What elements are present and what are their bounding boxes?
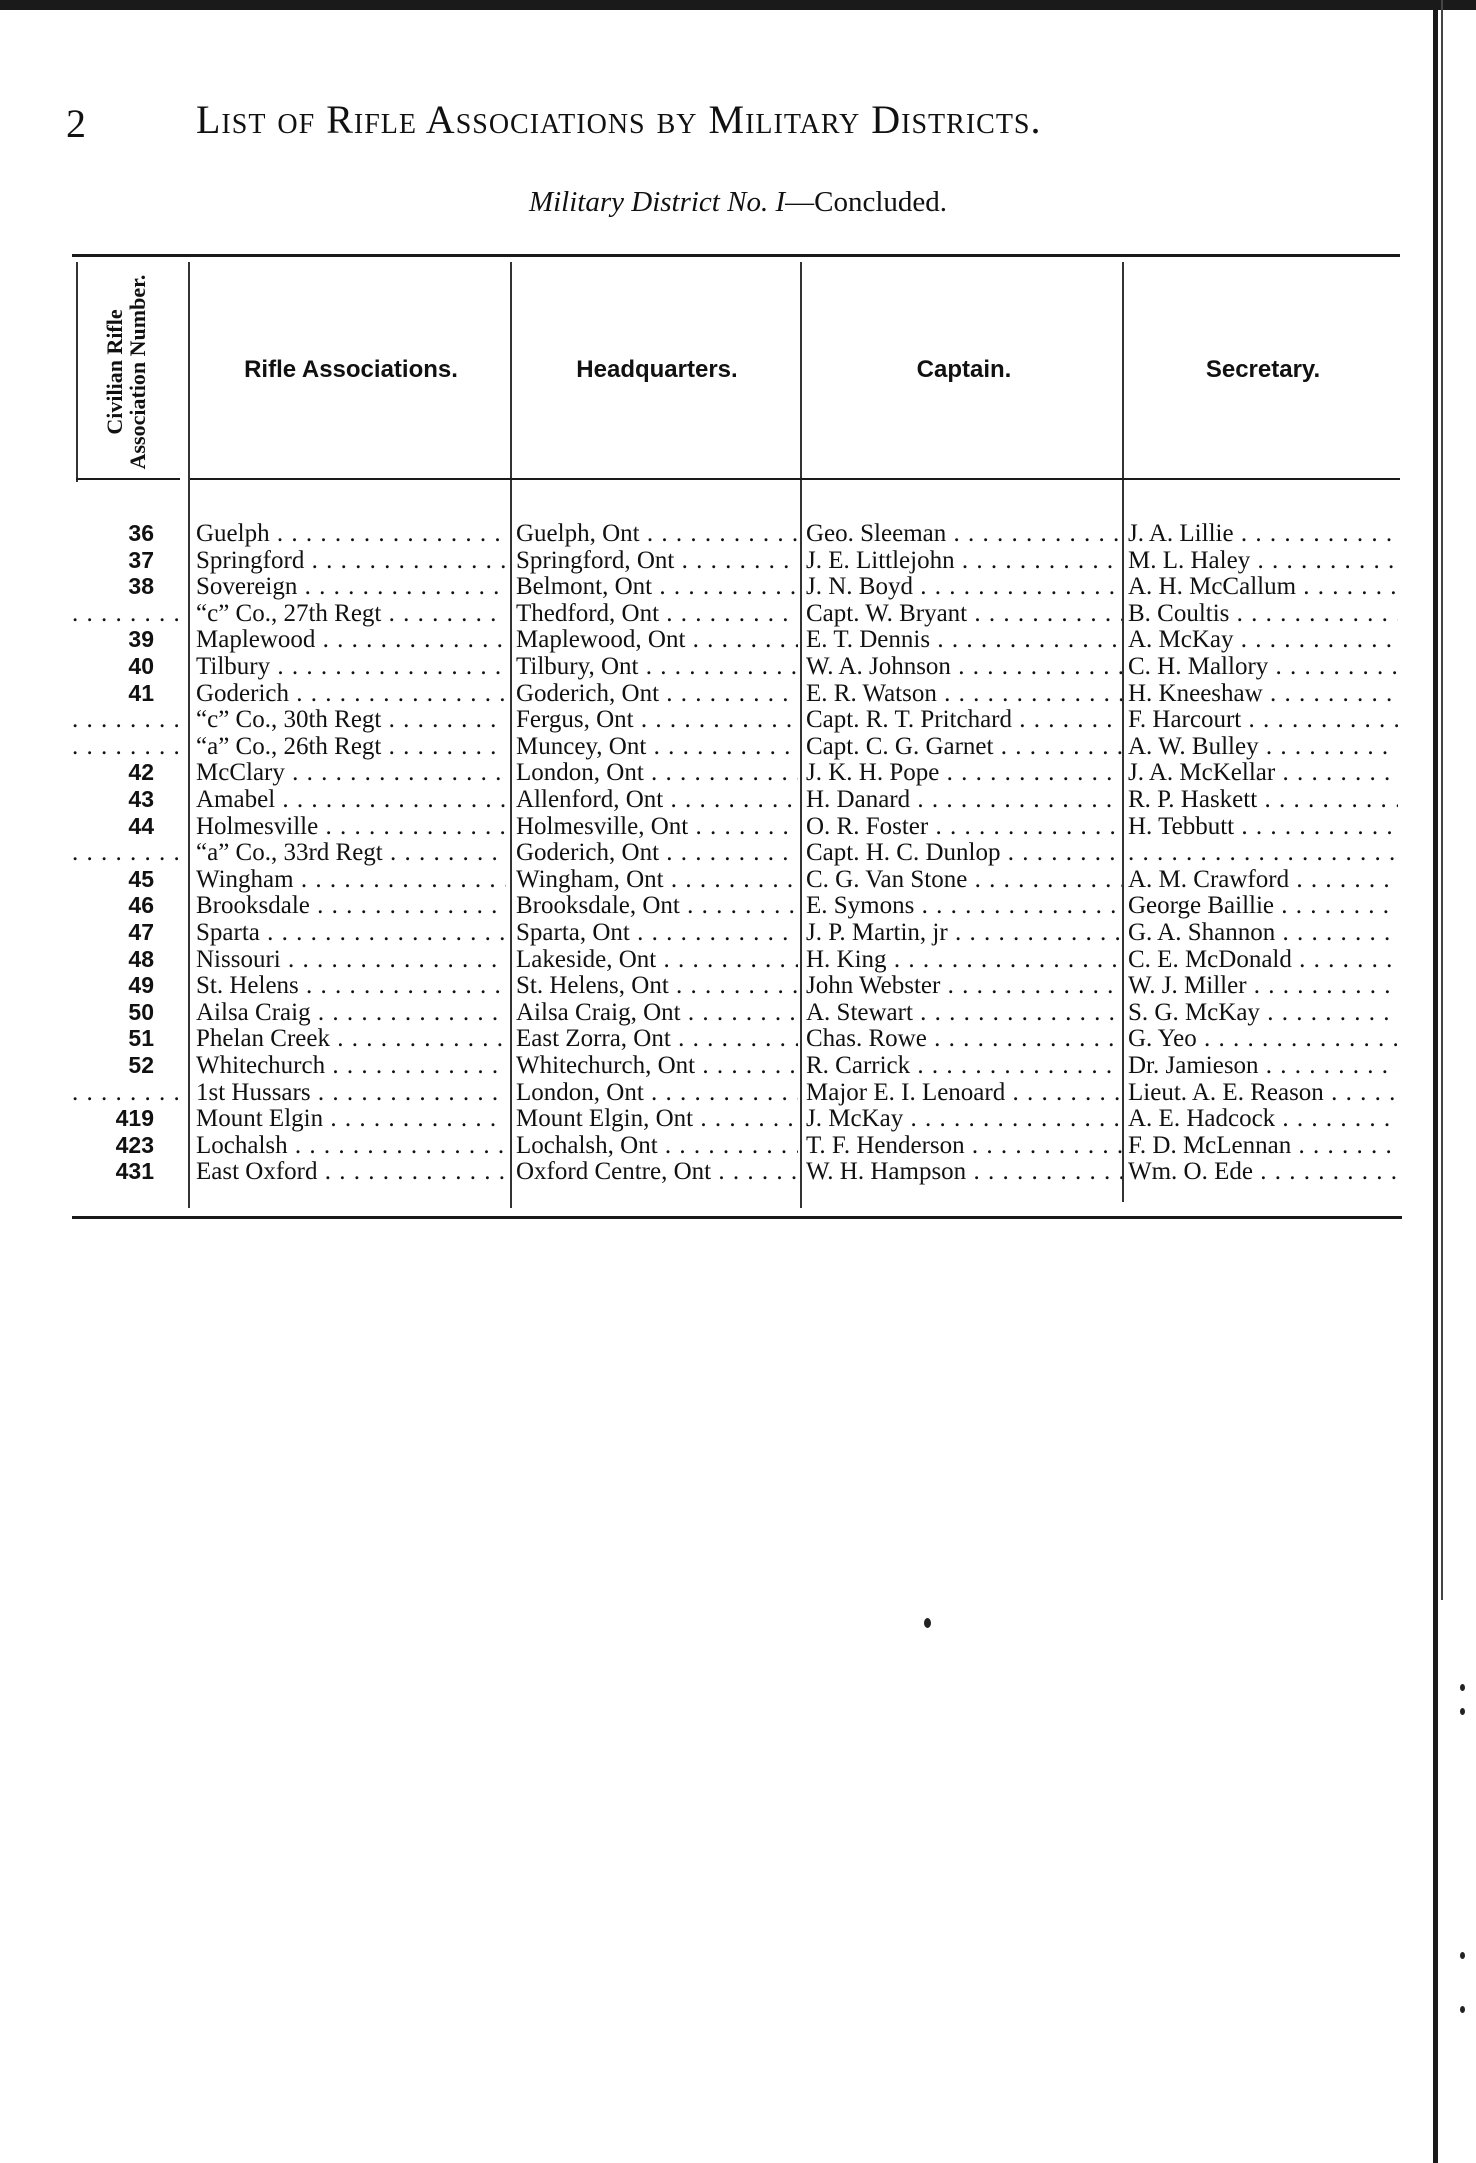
- cell-rifle-association-text: Phelan Creek: [196, 1025, 330, 1052]
- cell-headquarters-text: East Zorra, Ont: [516, 1025, 671, 1052]
- cell-captain-text: R. Carrick: [806, 1052, 911, 1079]
- table-left-rule: [76, 262, 78, 482]
- cell-headquarters-text: London, Ont: [516, 759, 644, 786]
- cell-rifle-association: [196, 547, 506, 574]
- cell-captain-text: John Webster: [806, 972, 941, 999]
- cell-headquarters-text: Whitechurch, Ont: [516, 1052, 696, 1079]
- cell-captain: [806, 813, 1122, 840]
- subtitle-district: Military District No. I: [528, 186, 786, 218]
- cell-headquarters: [516, 626, 798, 653]
- cell-headquarters-text: Sparta, Ont: [516, 919, 630, 946]
- cell-rifle-association-text: Springford: [196, 547, 305, 574]
- cell-captain-text: Capt. W. Bryant: [806, 600, 968, 627]
- cell-captain: [806, 520, 1122, 547]
- cell-headquarters-text: Springford, Ont: [516, 547, 675, 574]
- cell-rifle-association: [196, 892, 506, 919]
- page-number: 2: [66, 101, 86, 146]
- cell-secretary-text: A. McKay: [1128, 626, 1234, 653]
- cell-rifle-association: [196, 600, 506, 627]
- cell-secretary: [1128, 759, 1398, 786]
- cell-secretary-text: G. A. Shannon: [1128, 919, 1276, 946]
- cell-captain-text: J. P. Martin, jr: [806, 919, 948, 946]
- cell-rifle-association-text: St. Helens: [196, 972, 299, 999]
- page-title: List of Rifle Associations by Military Districts.: [196, 97, 1042, 142]
- cell-secretary: [1128, 813, 1398, 840]
- cell-secretary-text: B. Coultis: [1128, 600, 1230, 627]
- cell-headquarters: [516, 1025, 798, 1052]
- header-captain: Captain.: [916, 356, 1012, 383]
- cell-rifle-association: [196, 706, 506, 733]
- column-rule: [1122, 262, 1124, 1202]
- cell-rifle-association: [196, 1052, 506, 1079]
- cell-headquarters: [516, 1079, 798, 1106]
- cell-rifle-association: [196, 1132, 506, 1159]
- cell-secretary-text: Wm. O. Ede: [1128, 1158, 1253, 1185]
- cell-rifle-association: [196, 786, 506, 813]
- cell-rifle-association-text: Holmesville: [196, 813, 319, 840]
- cell-association-number: [72, 600, 178, 627]
- cell-secretary-text: Lieut. A. E. Reason: [1128, 1079, 1324, 1106]
- header-rule: [190, 478, 1400, 480]
- cell-headquarters: [516, 1052, 798, 1079]
- cell-captain: [806, 573, 1122, 600]
- cell-rifle-association: [196, 1025, 506, 1052]
- cell-secretary-text: R. P. Haskett: [1128, 786, 1258, 813]
- cell-captain-text: H. Danard: [806, 786, 911, 813]
- cell-captain: [806, 600, 1122, 627]
- cell-rifle-association-text: Guelph: [196, 520, 270, 547]
- cell-secretary: [1128, 892, 1398, 919]
- cell-rifle-association: [196, 680, 506, 707]
- cell-rifle-association-text: Ailsa Craig: [196, 999, 311, 1026]
- cell-association-number: 38: [128, 573, 154, 599]
- cell-secretary: [1128, 972, 1398, 999]
- cell-secretary-text: F. D. McLennan: [1128, 1132, 1292, 1159]
- cell-headquarters: [516, 892, 798, 919]
- subtitle-concluded: —Concluded.: [785, 186, 948, 218]
- cell-secretary: [1128, 733, 1398, 760]
- cell-captain: [806, 626, 1122, 653]
- ink-speck: [1460, 1708, 1465, 1715]
- cell-secretary-text: M. L. Haley: [1128, 547, 1251, 574]
- page-top-border: [0, 0, 1476, 10]
- cell-headquarters-text: Mount Elgin, Ont: [516, 1105, 694, 1132]
- header-rifle-associations: Rifle Associations.: [244, 356, 458, 383]
- cell-rifle-association-text: Wingham: [196, 866, 294, 893]
- cell-rifle-association-text: Lochalsh: [196, 1132, 288, 1159]
- cell-captain: [806, 1052, 1122, 1079]
- cell-rifle-association: [196, 972, 506, 999]
- cell-captain: [806, 866, 1122, 893]
- cell-association-number: 52: [128, 1052, 154, 1078]
- cell-headquarters-text: Wingham, Ont: [516, 866, 664, 893]
- cell-association-number: [72, 839, 178, 866]
- cell-headquarters-text: Goderich, Ont: [516, 680, 660, 707]
- cell-headquarters-text: Brooksdale, Ont: [516, 892, 680, 919]
- cell-headquarters-text: Maplewood, Ont: [516, 626, 686, 653]
- cell-rifle-association-text: Amabel: [196, 786, 276, 813]
- cell-secretary-text: A. E. Hadcock: [1128, 1105, 1276, 1132]
- cell-captain-text: W. A. Johnson: [806, 653, 951, 680]
- cell-headquarters: [516, 972, 798, 999]
- cell-headquarters-text: Ailsa Craig, Ont: [516, 999, 681, 1026]
- cell-secretary: [1128, 653, 1398, 680]
- cell-captain-text: C. G. Van Stone: [806, 866, 968, 893]
- cell-secretary-text: A. H. McCallum: [1128, 573, 1297, 600]
- cell-secretary-text: S. G. McKay: [1128, 999, 1260, 1026]
- cell-secretary: [1128, 1105, 1398, 1132]
- cell-rifle-association: [196, 626, 506, 653]
- cell-captain-text: Capt. C. G. Garnet: [806, 733, 994, 760]
- cell-headquarters: [516, 733, 798, 760]
- cell-rifle-association: [196, 839, 506, 866]
- cell-rifle-association: [196, 999, 506, 1026]
- cell-secretary-text: F. Harcourt: [1128, 706, 1242, 733]
- cell-secretary-text: A. M. Crawford: [1128, 866, 1290, 893]
- cell-captain-text: E. T. Dennis: [806, 626, 931, 653]
- header-rule: [76, 478, 180, 480]
- cell-headquarters: [516, 1105, 798, 1132]
- cell-headquarters-text: St. Helens, Ont: [516, 972, 669, 999]
- cell-captain: [806, 972, 1122, 999]
- cell-association-number: 419: [115, 1105, 154, 1131]
- cell-headquarters-text: Goderich, Ont: [516, 839, 660, 866]
- cell-captain: [806, 1158, 1122, 1185]
- cell-headquarters: [516, 759, 798, 786]
- cell-headquarters: [516, 706, 798, 733]
- cell-rifle-association-text: “c” Co., 30th Regt: [196, 706, 382, 733]
- cell-association-number: 41: [128, 680, 154, 706]
- cell-association-number: 39: [128, 626, 154, 652]
- cell-captain-text: J. K. H. Pope: [806, 759, 940, 786]
- column-rule: [800, 262, 802, 1208]
- cell-headquarters: [516, 653, 798, 680]
- ink-speck: [1460, 2006, 1465, 2013]
- cell-captain-text: Geo. Sleeman: [806, 520, 947, 547]
- cell-headquarters-text: London, Ont: [516, 1079, 644, 1106]
- cell-rifle-association-text: “c” Co., 27th Regt: [196, 600, 382, 627]
- cell-association-number: [72, 733, 178, 760]
- cell-captain: [806, 759, 1122, 786]
- cell-secretary: [1128, 999, 1398, 1026]
- cell-secretary: [1128, 626, 1398, 653]
- cell-rifle-association: [196, 573, 506, 600]
- cell-headquarters-text: Lochalsh, Ont: [516, 1132, 658, 1159]
- cell-secretary-text: George Baillie: [1128, 892, 1275, 919]
- cell-headquarters: [516, 1158, 798, 1185]
- cell-secretary-text: H. Tebbutt: [1128, 813, 1235, 840]
- cell-captain: [806, 1105, 1122, 1132]
- cell-headquarters: [516, 866, 798, 893]
- cell-association-number: 37: [128, 547, 154, 573]
- cell-headquarters: [516, 839, 798, 866]
- cell-association-number: 46: [128, 892, 154, 918]
- cell-association-number: 51: [128, 1025, 154, 1051]
- cell-rifle-association: [196, 1079, 506, 1106]
- cell-captain-text: A. Stewart: [806, 999, 913, 1026]
- cell-rifle-association: [196, 653, 506, 680]
- cell-headquarters-text: Allenford, Ont: [516, 786, 664, 813]
- header-headquarters: Headquarters.: [576, 356, 738, 383]
- cell-secretary-text: W. J. Miller: [1128, 972, 1247, 999]
- cell-headquarters-text: Lakeside, Ont: [516, 946, 657, 973]
- cell-headquarters-text: Fergus, Ont: [516, 706, 634, 733]
- cell-headquarters-text: Holmesville, Ont: [516, 813, 689, 840]
- header-association-number: Civilian Rifle Association Number.: [102, 274, 150, 470]
- cell-rifle-association: [196, 866, 506, 893]
- cell-rifle-association-text: Goderich: [196, 680, 290, 707]
- cell-secretary: [1128, 1052, 1398, 1079]
- cell-captain-text: W. H. Hampson: [806, 1158, 967, 1185]
- cell-association-number: [72, 1079, 178, 1106]
- cell-rifle-association: [196, 759, 506, 786]
- cell-rifle-association-text: Tilbury: [196, 653, 271, 680]
- cell-rifle-association: [196, 1105, 506, 1132]
- cell-headquarters-text: Oxford Centre, Ont: [516, 1158, 712, 1185]
- cell-captain-text: Capt. H. C. Dunlop: [806, 839, 1001, 866]
- cell-rifle-association-text: Sparta: [196, 919, 260, 946]
- cell-secretary-text: Dr. Jamieson: [1128, 1052, 1259, 1079]
- cell-captain-text: E. R. Watson: [806, 680, 937, 707]
- cell-headquarters: [516, 999, 798, 1026]
- ink-speck: [1460, 1684, 1465, 1691]
- cell-rifle-association: [196, 813, 506, 840]
- cell-secretary-text: C. H. Mallory: [1128, 653, 1269, 680]
- cell-association-number: 47: [128, 919, 154, 945]
- cell-secretary: [1128, 839, 1398, 866]
- cell-headquarters: [516, 600, 798, 627]
- cell-captain: [806, 547, 1122, 574]
- cell-secretary: [1128, 573, 1398, 600]
- cell-association-number: 423: [115, 1132, 154, 1158]
- cell-secretary: [1128, 946, 1398, 973]
- cell-rifle-association-text: East Oxford: [196, 1158, 318, 1185]
- cell-association-number: 431: [115, 1158, 154, 1184]
- cell-captain: [806, 653, 1122, 680]
- cell-captain: [806, 919, 1122, 946]
- cell-secretary: [1128, 680, 1398, 707]
- cell-rifle-association: [196, 520, 506, 547]
- cell-secretary: [1128, 706, 1398, 733]
- cell-secretary: [1128, 1079, 1398, 1106]
- cell-secretary-text: H. Kneeshaw: [1128, 680, 1263, 707]
- ink-speck: [924, 1618, 931, 1628]
- cell-headquarters: [516, 573, 798, 600]
- cell-rifle-association-text: “a” Co., 26th Regt: [196, 733, 382, 760]
- cell-headquarters: [516, 680, 798, 707]
- cell-association-number: 48: [128, 946, 154, 972]
- cell-rifle-association-text: Nissouri: [196, 946, 281, 973]
- cell-rifle-association-text: Maplewood: [196, 626, 316, 653]
- table-bottom-rule: [72, 1216, 1402, 1219]
- cell-headquarters-text: Guelph, Ont: [516, 520, 640, 547]
- cell-headquarters-text: Belmont, Ont: [516, 573, 653, 600]
- cell-secretary-text: J. A. Lillie: [1128, 520, 1234, 547]
- page-right-edge: [1433, 0, 1438, 2163]
- cell-secretary-text: C. E. McDonald: [1128, 946, 1292, 973]
- cell-headquarters: [516, 786, 798, 813]
- cell-rifle-association-text: Sovereign: [196, 573, 298, 600]
- cell-captain: [806, 1079, 1122, 1106]
- cell-association-number: 36: [128, 520, 154, 546]
- cell-secretary-text: G. Yeo: [1128, 1025, 1197, 1052]
- column-rule: [510, 262, 512, 1208]
- cell-association-number: [72, 706, 178, 733]
- cell-association-number: 44: [128, 813, 154, 839]
- cell-captain-text: J. N. Boyd: [806, 573, 913, 600]
- cell-association-number: 43: [128, 786, 154, 812]
- cell-secretary: [1128, 520, 1398, 547]
- cell-captain: [806, 786, 1122, 813]
- cell-captain: [806, 946, 1122, 973]
- cell-association-number: 49: [128, 972, 154, 998]
- cell-captain: [806, 839, 1122, 866]
- cell-captain: [806, 999, 1122, 1026]
- cell-captain: [806, 680, 1122, 707]
- cell-captain-text: E. Symons: [806, 892, 915, 919]
- cell-secretary-text: J. A. McKellar: [1128, 759, 1276, 786]
- cell-secretary: [1128, 600, 1398, 627]
- cell-secretary: [1128, 786, 1398, 813]
- page-subtitle: [0, 186, 1476, 219]
- cell-rifle-association: [196, 733, 506, 760]
- cell-captain-text: H. King: [806, 946, 887, 973]
- cell-rifle-association-text: “a” Co., 33rd Regt: [196, 839, 383, 866]
- cell-captain-text: O. R. Foster: [806, 813, 929, 840]
- cell-rifle-association-text: 1st Hussars: [196, 1079, 311, 1106]
- page-right-edge-inner: [1441, 0, 1443, 1600]
- cell-rifle-association: [196, 919, 506, 946]
- cell-captain: [806, 1025, 1122, 1052]
- cell-captain-text: J. McKay: [806, 1105, 904, 1132]
- cell-headquarters-text: Muncey, Ont: [516, 733, 647, 760]
- cell-association-number: 45: [128, 866, 154, 892]
- cell-association-number: 40: [128, 653, 154, 679]
- cell-secretary: [1128, 919, 1398, 946]
- cell-captain-text: Major E. I. Lenoard: [806, 1079, 1006, 1106]
- table-top-rule: [72, 254, 1400, 257]
- cell-association-number: 50: [128, 999, 154, 1025]
- ink-speck: [1460, 1952, 1465, 1959]
- cell-captain: [806, 892, 1122, 919]
- cell-captain-text: Chas. Rowe: [806, 1025, 927, 1052]
- cell-captain: [806, 1132, 1122, 1159]
- cell-headquarters: [516, 919, 798, 946]
- cell-headquarters: [516, 946, 798, 973]
- cell-secretary: [1128, 866, 1398, 893]
- cell-headquarters-text: Thedford, Ont: [516, 600, 660, 627]
- cell-secretary: [1128, 1025, 1398, 1052]
- cell-rifle-association-text: McClary: [196, 759, 285, 786]
- cell-association-number: 42: [128, 759, 154, 785]
- cell-secretary: [1128, 547, 1398, 574]
- cell-headquarters-text: Tilbury, Ont: [516, 653, 639, 680]
- cell-headquarters: [516, 547, 798, 574]
- cell-captain: [806, 706, 1122, 733]
- cell-headquarters: [516, 1132, 798, 1159]
- cell-rifle-association: [196, 1158, 506, 1185]
- cell-secretary: [1128, 1132, 1398, 1159]
- column-rule: [188, 262, 190, 1208]
- cell-captain-text: T. F. Henderson: [806, 1132, 965, 1159]
- cell-headquarters: [516, 520, 798, 547]
- cell-captain: [806, 733, 1122, 760]
- cell-secretary-text: A. W. Bulley: [1128, 733, 1259, 760]
- cell-captain-text: Capt. R. T. Pritchard: [806, 706, 1012, 733]
- cell-headquarters: [516, 813, 798, 840]
- cell-rifle-association-text: Whitechurch: [196, 1052, 326, 1079]
- cell-rifle-association-text: Mount Elgin: [196, 1105, 324, 1132]
- header-secretary: Secretary.: [1205, 356, 1321, 383]
- cell-rifle-association-text: Brooksdale: [196, 892, 310, 919]
- cell-secretary: [1128, 1158, 1398, 1185]
- cell-captain-text: J. E. Littlejohn: [806, 547, 955, 574]
- cell-rifle-association: [196, 946, 506, 973]
